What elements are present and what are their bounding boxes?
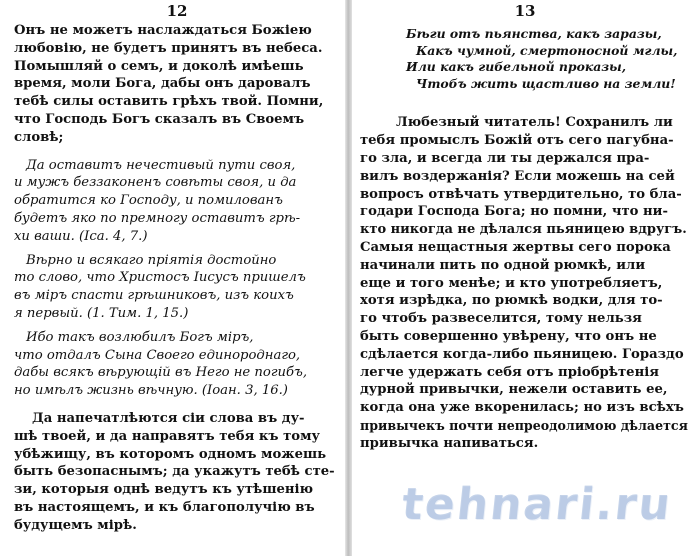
left-page-number: 12 (166, 2, 188, 20)
scripture-quote-3 (14, 329, 340, 400)
text-line: хотя изрѣдка, по рюмкѣ водки, для то- (360, 293, 663, 309)
text-line: Да оставитъ нечестивый пути своя, (26, 157, 296, 173)
left-paragraph-1 (14, 22, 340, 147)
text-line: будущемъ мірѣ. (14, 517, 137, 533)
text-line: сдѣлается когда-либо пьяницею. Гораздо (360, 346, 684, 362)
text-line: будетъ яко по премногу оставитъ грѣ- (14, 210, 301, 226)
text-line: быть совершенно увѣрену, что онъ не (360, 328, 657, 344)
text-line: го чтобъ развеселится, тому нельзя (360, 311, 642, 327)
text-line: я первый. (1. Тим. 1, 15.) (14, 305, 189, 321)
scripture-quote-1 (14, 157, 340, 246)
text-line: привычка напиваться. (360, 435, 539, 451)
text-line: когда она уже вкоренилась; но изъ всѣхъ (360, 400, 684, 416)
text-line: въ міръ спасти грѣшниковъ, изъ коихъ (14, 288, 294, 304)
text-line: Вѣрно и всякаго пріятія достойно (26, 252, 277, 268)
text-line: го зла, и всегда ли ты держался пра- (360, 150, 650, 166)
text-line: легче удержать себя отъ пріобрѣтенія (360, 364, 659, 380)
text-line: убѣжищу, въ которомъ одномъ можешь (14, 446, 327, 462)
site-watermark: tehnari.ru (399, 479, 675, 530)
text-line: но имѣлъ жизнь вѣчную. (Іоан. 3, 16.) (14, 383, 288, 399)
text-line: Онъ не можетъ наслаждаться Божіею (14, 23, 312, 38)
text-line: зи, которыя однѣ ведутъ къ утѣшенію (14, 482, 314, 498)
text-line: въ настоящемъ, и къ благополучію въ (14, 499, 315, 515)
text-line: начинали пить по одной рюмкѣ, или (360, 257, 646, 273)
text-line: еще и того менѣе; и кто употребляетъ, (360, 275, 663, 291)
text-line: привычекъ почти непреодолимою дѣлается (360, 417, 688, 433)
verse-line: Бѣги отъ пьянства, какъ заразы, (406, 26, 662, 41)
text-line: любовію, не будетъ принятъ въ небеса. (14, 40, 323, 56)
text-line: Самыя нещастныя жертвы сего порока (360, 239, 671, 255)
text-line: быть безопаснымъ; да укажутъ тебѣ сте- (14, 464, 335, 480)
text-line: Любезный читатель! Сохранилъ ли (396, 115, 673, 131)
text-line: вопросъ отвѣчать утвердительно, то бла- (360, 186, 682, 202)
verse-line: Какъ чумной, смертоносной мглы, (416, 42, 678, 58)
left-paragraph-2 (14, 410, 340, 535)
verse-line: Или какъ гибельной проказы, (406, 59, 627, 75)
right-page-number: 13 (514, 2, 536, 20)
poem-verse (360, 26, 690, 92)
text-line: шѣ твоей, и да направятъ тебя къ тому (14, 428, 321, 444)
text-line: время, моли Бога, дабы онъ даровалъ (14, 76, 311, 92)
text-line: что отдалъ Сына Своего единороднаго, (14, 347, 301, 363)
text-line: Помышляй о семъ, и доколѣ имѣешь (14, 58, 304, 74)
scripture-quote-2 (14, 252, 340, 323)
text-line: обратится ко Господу, и помилованъ (14, 193, 283, 209)
text-line: кто никогда не дѣлался пьяницею вдругъ. (360, 222, 687, 238)
book-gutter (345, 0, 352, 556)
text-line: Да напечатлѣются сіи слова въ ду- (32, 410, 305, 426)
text-line: вилъ воздержанія? Если можешь на сей (360, 168, 675, 184)
text-line: Ибо такъ возлюбилъ Богъ міръ, (26, 329, 254, 345)
right-page (352, 0, 700, 556)
verse-line: Чтобъ жить щастливо на земли! (416, 75, 676, 91)
text-line: тебѣ силы оставить грѣхъ твой. Помни, (14, 94, 324, 110)
text-line: годари Господа Бога; но помни, что ни- (360, 204, 668, 220)
text-line: и мужъ беззаконенъ совѣты своя, и да (14, 175, 297, 191)
text-line: словѣ; (14, 129, 64, 145)
text-line: хи ваши. (Іса. 4, 7.) (14, 228, 148, 244)
left-page (0, 0, 346, 556)
text-line: то слово, что Христосъ Іисусъ пришелъ (14, 270, 306, 286)
text-line: тебя промыслъ Божій отъ сего пагубна- (360, 133, 674, 149)
right-paragraph (360, 114, 690, 452)
text-line: дабы всякъ вѣрующій въ Него не погибъ, (14, 365, 308, 381)
text-line: дурной привычки, нежели оставить ее, (360, 382, 668, 398)
text-line: что Господь Богъ сказалъ въ Своемъ (14, 111, 305, 127)
